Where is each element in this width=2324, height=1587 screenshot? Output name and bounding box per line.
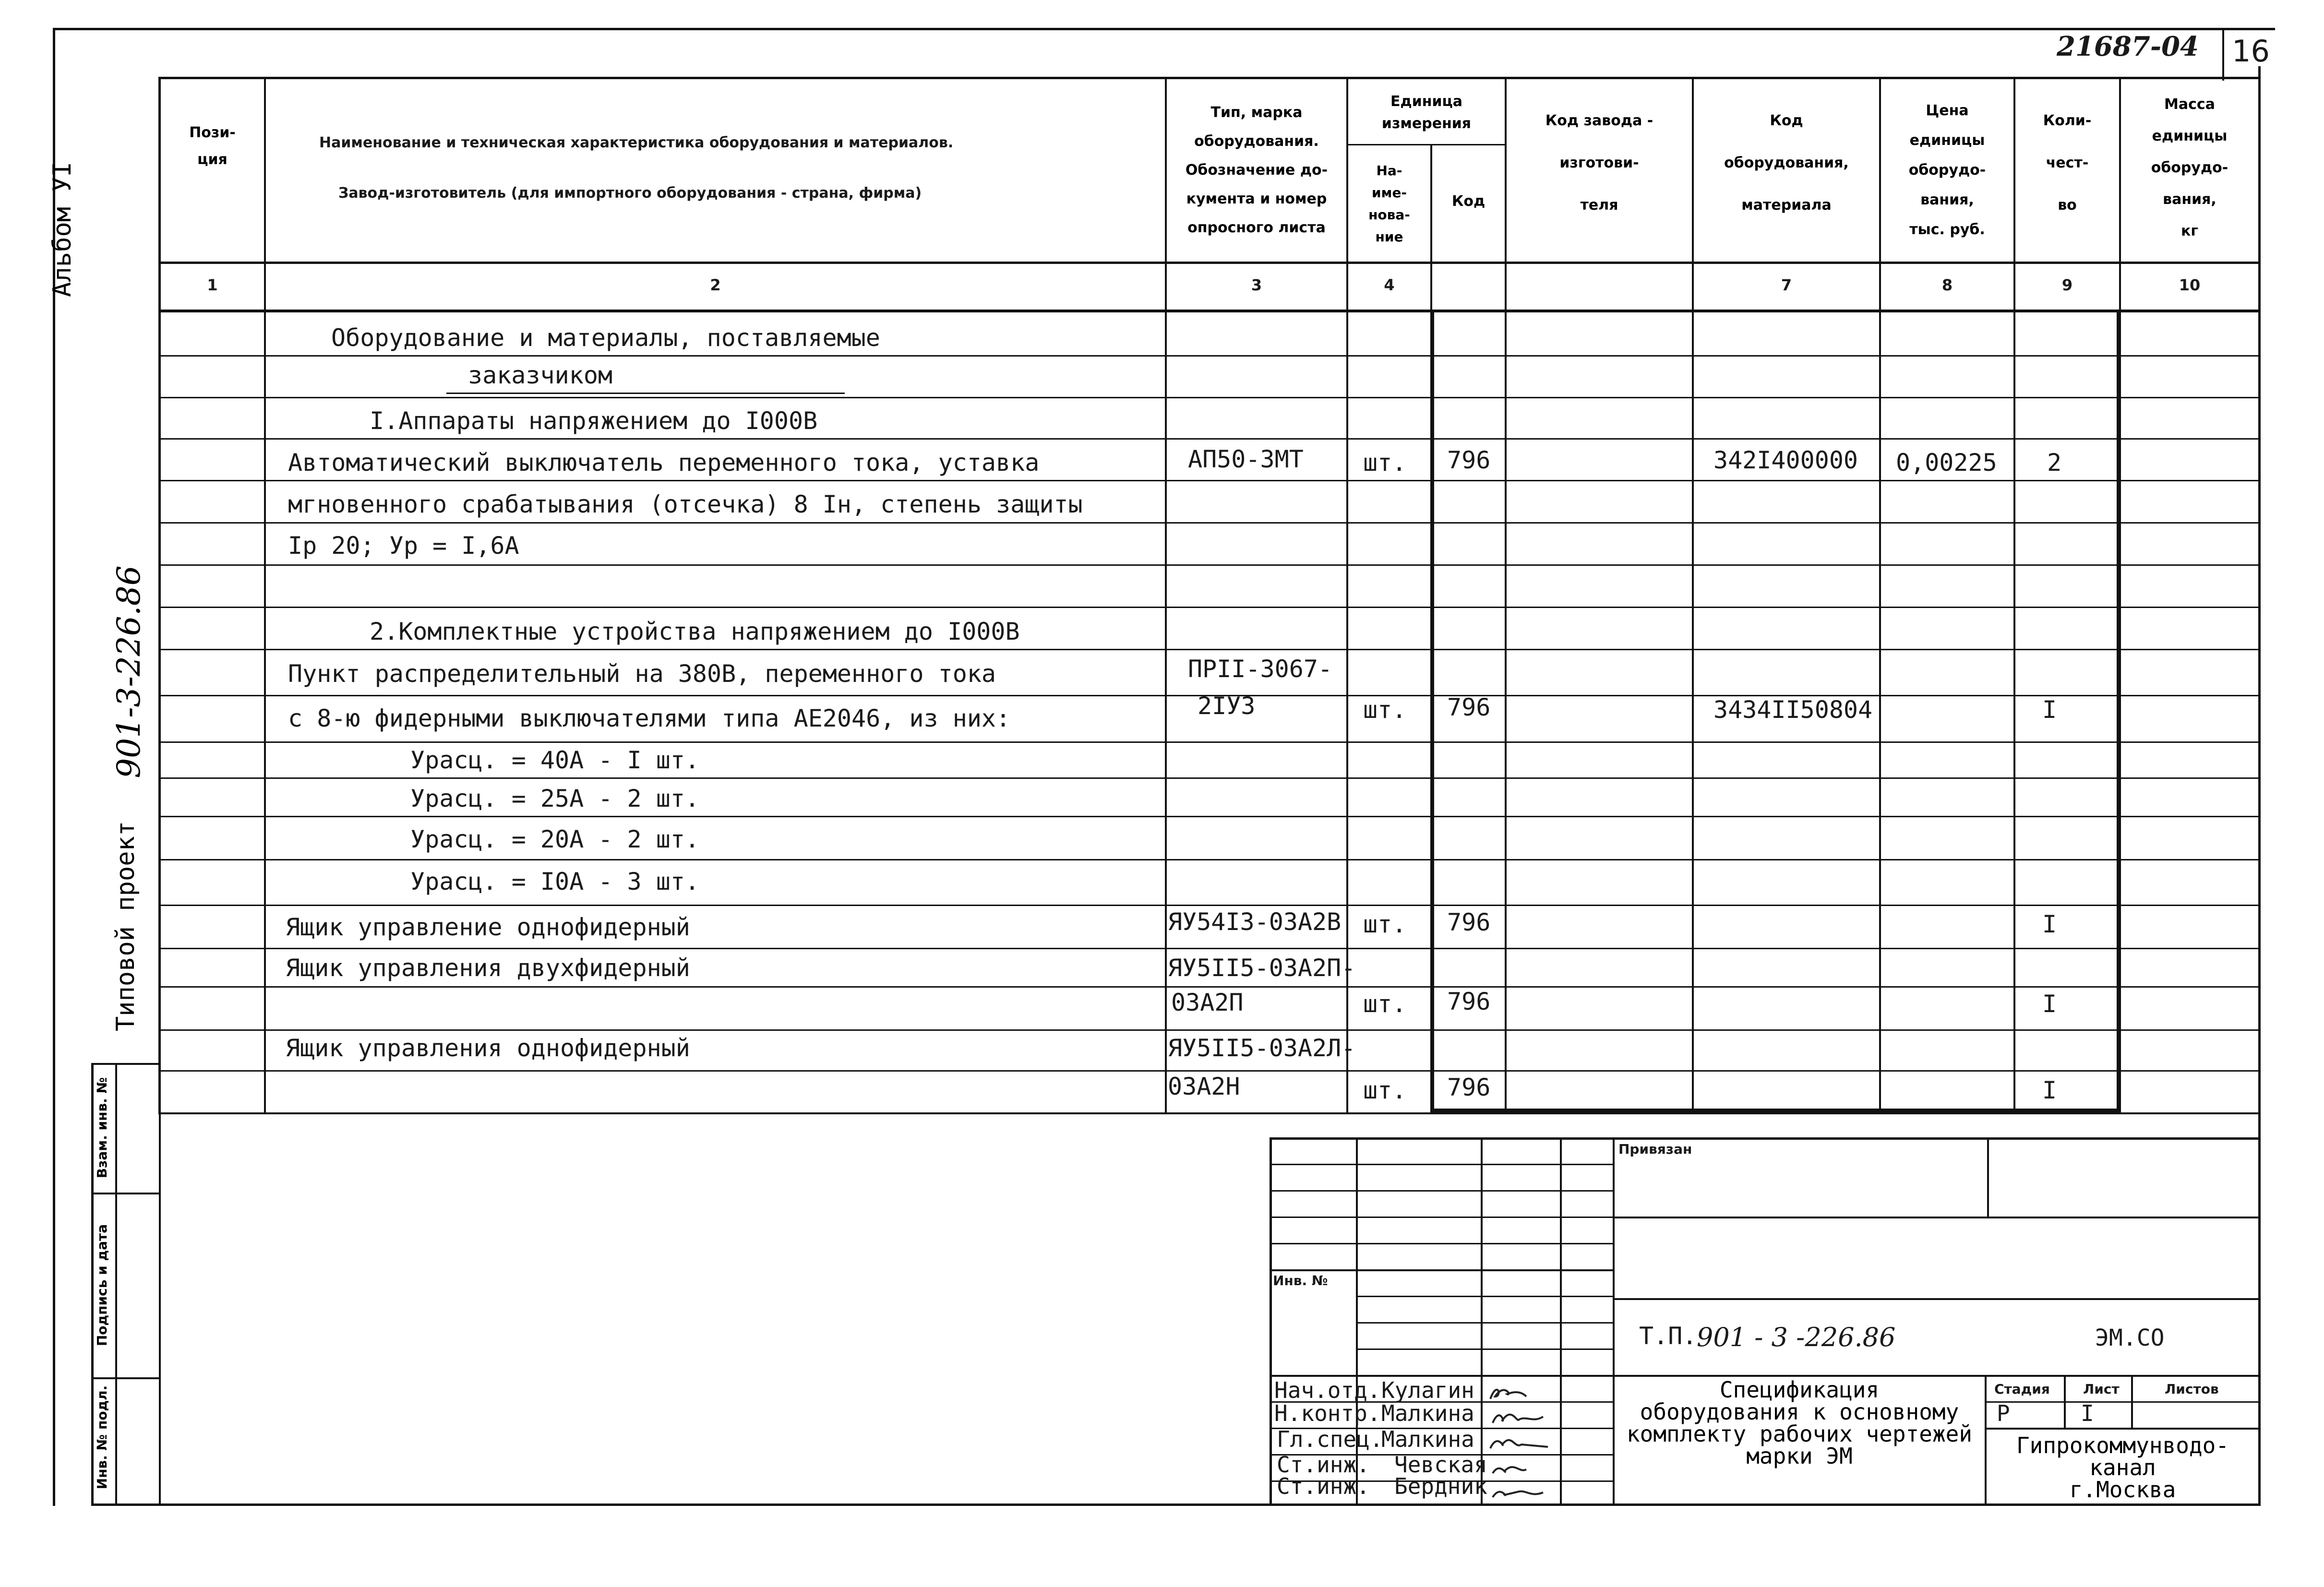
header-position: Пози- ция <box>189 124 236 168</box>
staff-role: Н.контр. <box>1274 1400 1381 1426</box>
row-unit-code: 796 <box>1447 693 1491 721</box>
col-number-2: 2 <box>710 276 721 294</box>
row-unit-code: 796 <box>1447 1074 1491 1101</box>
row-name: Урасц. = I0А - 3 шт. <box>410 868 700 895</box>
underline <box>446 393 845 394</box>
header-name-line1: Наименование и техническая характеристика оборудования и материалов. <box>319 134 954 151</box>
staff-name: Кулагин <box>1381 1377 1474 1403</box>
organization: Гипрокоммунводо- канал г.Москва <box>2016 1432 2229 1503</box>
col-number-1: 1 <box>207 276 218 294</box>
album-label: Альбом УI <box>48 162 77 297</box>
row-type: ПРII-3067- <box>1188 655 1333 683</box>
row-name: с 8-ю фидерными выключателями типа АЕ2046, из них: <box>288 704 1011 732</box>
row-quantity: 2 <box>2047 449 2062 477</box>
document-code: ЭМ.СО <box>2095 1324 2165 1351</box>
col-number-4: 4 <box>1384 276 1395 294</box>
header-unit-price: Цена единицы оборудо- вания, тыс. руб. <box>1908 102 1986 238</box>
document-description: Спецификация оборудования к основному комплекту рабочих чертежей марки ЭМ <box>1626 1377 1973 1469</box>
project-label: Типовой проект <box>111 821 140 1032</box>
header-quantity: Коли- чест- во <box>2043 112 2092 214</box>
corner-document-number: 21687-04 <box>2057 31 2199 62</box>
row-name: 2.Комплектные устройства напряжением до I000В <box>370 618 1020 645</box>
staff-name: Малкина <box>1381 1400 1474 1426</box>
row-type: 03А2Н <box>1168 1073 1240 1100</box>
row-quantity: I <box>2042 696 2057 724</box>
header-unit: Единица измерения <box>1381 93 1472 132</box>
row-unit: шт. <box>1363 696 1407 724</box>
stamp-replaced-inv: Взам. инв. № <box>94 1077 110 1179</box>
tp-label: Т.П. <box>1639 1322 1697 1350</box>
sheet-label: Лист <box>2083 1381 2120 1397</box>
row-equipment-code: 342I400000 <box>1713 446 1858 474</box>
row-equipment-code: 3434II50804 <box>1713 696 1873 724</box>
header-unit-mass: Масса единицы оборудо- вания, кг <box>2151 96 2228 239</box>
row-type: ЯУ5II5-03А2П- <box>1168 954 1356 982</box>
row-name: заказчиком <box>468 361 613 389</box>
sheet-value: I <box>2081 1400 2094 1426</box>
header-name-line2: Завод-изготовитель (для импортного оборудования - страна, фирма) <box>338 185 922 202</box>
col-number-3: 3 <box>1251 276 1262 294</box>
staff-name: Чевская <box>1394 1452 1487 1478</box>
row-unit-code: 796 <box>1447 988 1491 1015</box>
staff-name: Бердник <box>1394 1473 1487 1499</box>
staff-role: Нач.отд. <box>1274 1377 1381 1403</box>
staff-role: Ст.инж. <box>1277 1473 1370 1499</box>
staff-name: Малкина <box>1381 1426 1474 1452</box>
sheet-number: 16 <box>2232 34 2270 69</box>
row-name: I.Аппараты напряжением до I000В <box>370 407 818 435</box>
row-name: Пункт распределительный на 380В, переменного тока <box>288 660 996 688</box>
row-unit: шт. <box>1363 449 1407 477</box>
row-quantity: I <box>2042 1076 2057 1104</box>
row-name: Урасц. = 25А - 2 шт. <box>410 785 700 812</box>
tp-number: 901 - 3 -226.86 <box>1697 1322 1896 1352</box>
row-price: 0,00225 <box>1896 449 1997 477</box>
row-quantity: I <box>2042 990 2057 1018</box>
row-type: АП50-3МТ <box>1188 445 1304 473</box>
row-name: мгновенного срабатывания (отсечка) 8 Iн, степень защиты <box>288 490 1083 518</box>
attached-label: Привязан <box>1618 1141 1692 1157</box>
col-number-8: 8 <box>1941 276 1953 294</box>
stage-label: Стадия <box>1994 1381 2050 1397</box>
stamp-signature-date: Подпись и дата <box>94 1224 110 1347</box>
row-quantity: I <box>2042 910 2057 938</box>
row-unit-code: 796 <box>1447 446 1491 474</box>
row-name: Урасц. = 20А - 2 шт. <box>410 825 700 853</box>
row-unit: шт. <box>1363 910 1407 938</box>
row-type: ЯУ5II5-03А2Л- <box>1168 1034 1356 1062</box>
row-type: 03А2П <box>1171 989 1244 1016</box>
row-unit: шт. <box>1363 990 1407 1018</box>
header-unit-code: Код <box>1451 193 1485 210</box>
row-unit-code: 796 <box>1447 908 1491 936</box>
row-name: Оборудование и материалы, поставляемые <box>331 324 880 352</box>
col-number-9: 9 <box>2061 276 2073 294</box>
stage-value: Р <box>1997 1400 2010 1426</box>
row-name: Ящик управления однофидерный <box>286 1034 690 1062</box>
row-type: ЯУ54I3-03А2В <box>1168 908 1342 936</box>
row-name: Автоматический выключатель переменного тока, уставка <box>288 449 1040 477</box>
row-type: 2IУЗ <box>1198 692 1256 720</box>
sheets-label: Листов <box>2165 1381 2219 1397</box>
row-name: Ящик управление однофидерный <box>286 913 690 941</box>
header-type: Тип, марка оборудования. Обозначение до- кумента и номер опросного листа <box>1185 104 1328 236</box>
stamp-inv-original: Инв. № подл. <box>94 1385 110 1490</box>
staff-role: Гл.спец. <box>1277 1426 1383 1452</box>
inventory-number-label: Инв. № <box>1273 1273 1328 1289</box>
project-number-handwritten: 901-3-226.86 <box>110 565 147 778</box>
row-name: Iр 20; Ур = I,6А <box>288 532 519 560</box>
col-number-7: 7 <box>1781 276 1792 294</box>
row-unit: шт. <box>1363 1076 1407 1104</box>
header-unit-name: На- име- нова- ние <box>1368 163 1410 245</box>
signatures <box>1485 1377 1572 1504</box>
header-equipment-code: Код оборудования, материала <box>1724 112 1849 214</box>
row-name: Урасц. = 40А - I шт. <box>410 746 700 774</box>
staff-role: Ст.инж. <box>1277 1452 1370 1478</box>
col-number-10: 10 <box>2179 276 2201 294</box>
row-name: Ящик управления двухфидерный <box>286 954 690 982</box>
header-plant-code: Код завода - изготови- теля <box>1545 112 1653 214</box>
